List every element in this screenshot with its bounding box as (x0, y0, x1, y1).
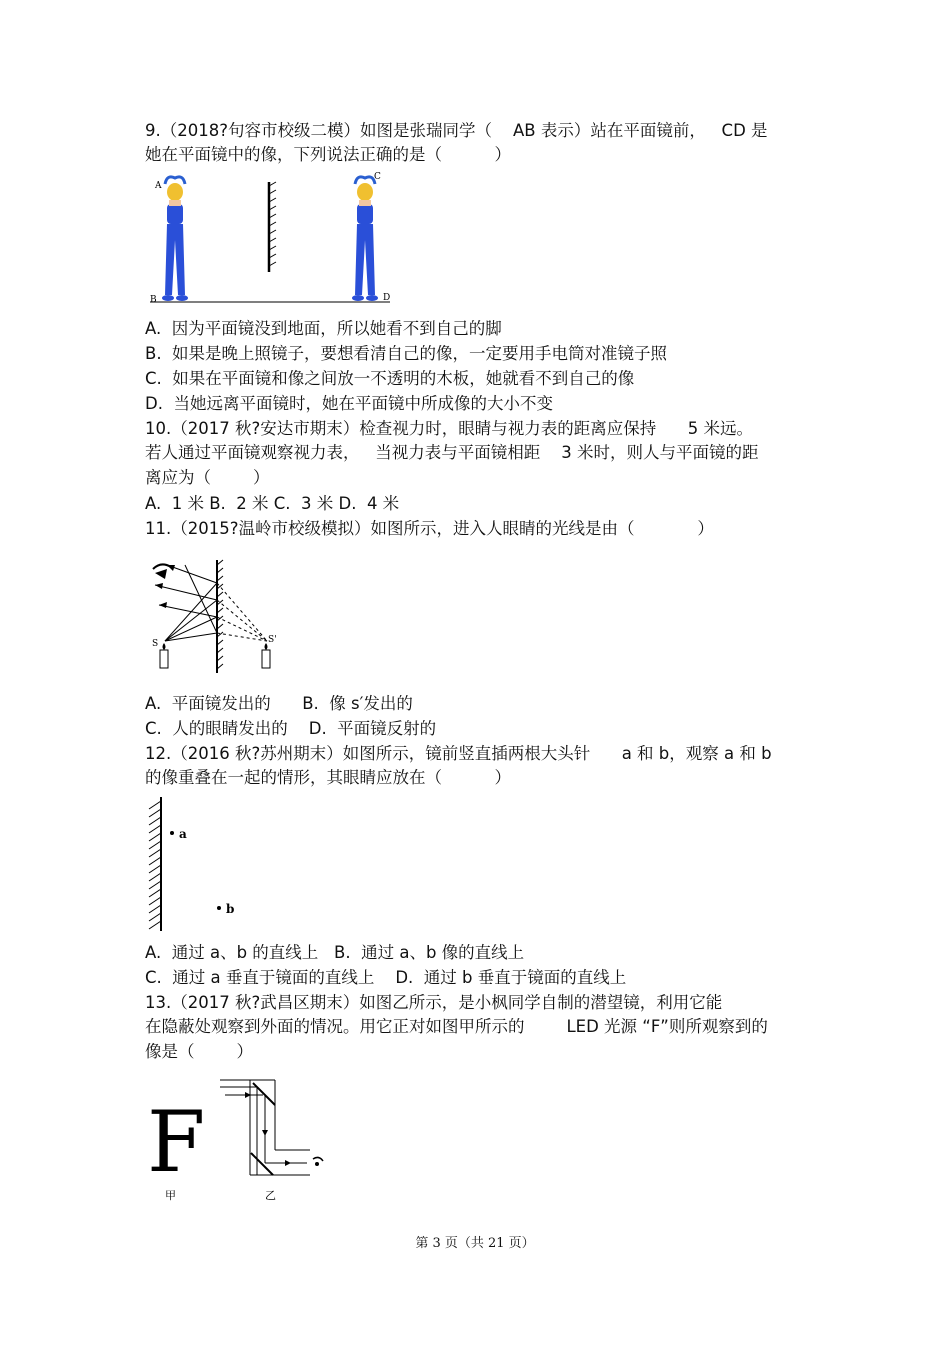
periscope-diagram (220, 1080, 310, 1175)
led-letter-f: F (147, 1093, 206, 1191)
q13-stem-line2: 在隐蔽处观察到外面的情况。用它正对如图甲所示的 LED 光源 “F”则所观察到的 (145, 1017, 768, 1036)
q9-option-a: A. 因为平面镜没到地面，所以她看不到自己的脚 (145, 319, 502, 338)
label-s-image: S' (268, 635, 277, 645)
candle-icon (160, 643, 168, 668)
label-pin-b: b (226, 902, 235, 916)
q13-stem-line1: 13.（2017 秋?武昌区期末）如图乙所示，是小枫同学自制的潜望镜，利用它能 (145, 993, 723, 1012)
person-figure (162, 177, 188, 301)
plane-mirror (269, 182, 276, 272)
label-a: A (155, 181, 162, 191)
q9-option-d: D. 当她远离平面镜时，她在平面镜中所成像的大小不变 (145, 394, 553, 413)
label-jia: 甲 (165, 1189, 176, 1202)
q13-periscope-figure (145, 1075, 335, 1205)
label-c: C (374, 172, 381, 182)
q12-options-row1: A. 通过 a、b 的直线上 B. 通过 a、b 像的直线上 (145, 943, 525, 962)
pin-a (170, 831, 174, 835)
q9-stem-line2: 她在平面镜中的像，下列说法正确的是（ ） (145, 145, 511, 164)
q10-stem-line3: 离应为（ ） (145, 468, 270, 487)
q10-options: A. 1 米 B. 2 米 C. 3 米 D. 4 米 (145, 494, 400, 513)
q11-options-row2: C. 人的眼睛发出的 D. 平面镜反射的 (145, 719, 437, 738)
mirror-image-figure (352, 177, 378, 301)
label-d: D (383, 293, 391, 303)
q12-stem-line2: 的像重叠在一起的情形，其眼睛应放在（ ） (145, 768, 511, 787)
label-s: S (152, 639, 159, 649)
q13-stem-line3: 像是（ ） (145, 1042, 253, 1061)
label-pin-a: a (179, 827, 187, 841)
q12-pins-figure (145, 795, 255, 935)
q10-stem-line2: 若人通过平面镜观察视力表， 当视力表与平面镜相距 3 米时，则人与平面镜的距 (145, 443, 759, 462)
label-yi: 乙 (265, 1189, 276, 1202)
q12-stem-line1: 12.（2016 秋?苏州期末）如图所示，镜前竖直插两根大头针 a 和 b，观察 a 和 b (145, 744, 772, 763)
q9-stem-line1: 9.（2018?句容市校级二模）如图是张瑞同学（ AB 表示）站在平面镜前， CD 是 (145, 121, 768, 140)
q9-mirror-figure (145, 170, 395, 310)
q10-stem-line1: 10.（2017 秋?安达市期末）检查视力时，眼睛与视力表的距离应保持 5 米远。 (145, 419, 753, 438)
q11-reflection-figure (145, 555, 285, 675)
q11-stem-line1: 11.（2015?温岭市校级模拟）如图所示，进入人眼睛的光线是由（ ） (145, 519, 714, 538)
candle-image-icon (262, 643, 270, 668)
pin-b (217, 906, 221, 910)
eye-icon (153, 564, 171, 579)
eye-icon (313, 1157, 323, 1166)
q11-options-row1: A. 平面镜发出的 B. 像 s′发出的 (145, 694, 413, 713)
page-footer: 第 3 页（共 21 页） (415, 1236, 535, 1251)
q12-options-row2: C. 通过 a 垂直于镜面的直线上 D. 通过 b 垂直于镜面的直线上 (145, 968, 627, 987)
q9-option-b: B. 如果是晚上照镜子，要想看清自己的像，一定要用手电筒对准镜子照 (145, 344, 668, 363)
q9-option-c: C. 如果在平面镜和像之间放一不透明的木板，她就看不到自己的像 (145, 369, 635, 388)
label-b: B (150, 295, 157, 305)
